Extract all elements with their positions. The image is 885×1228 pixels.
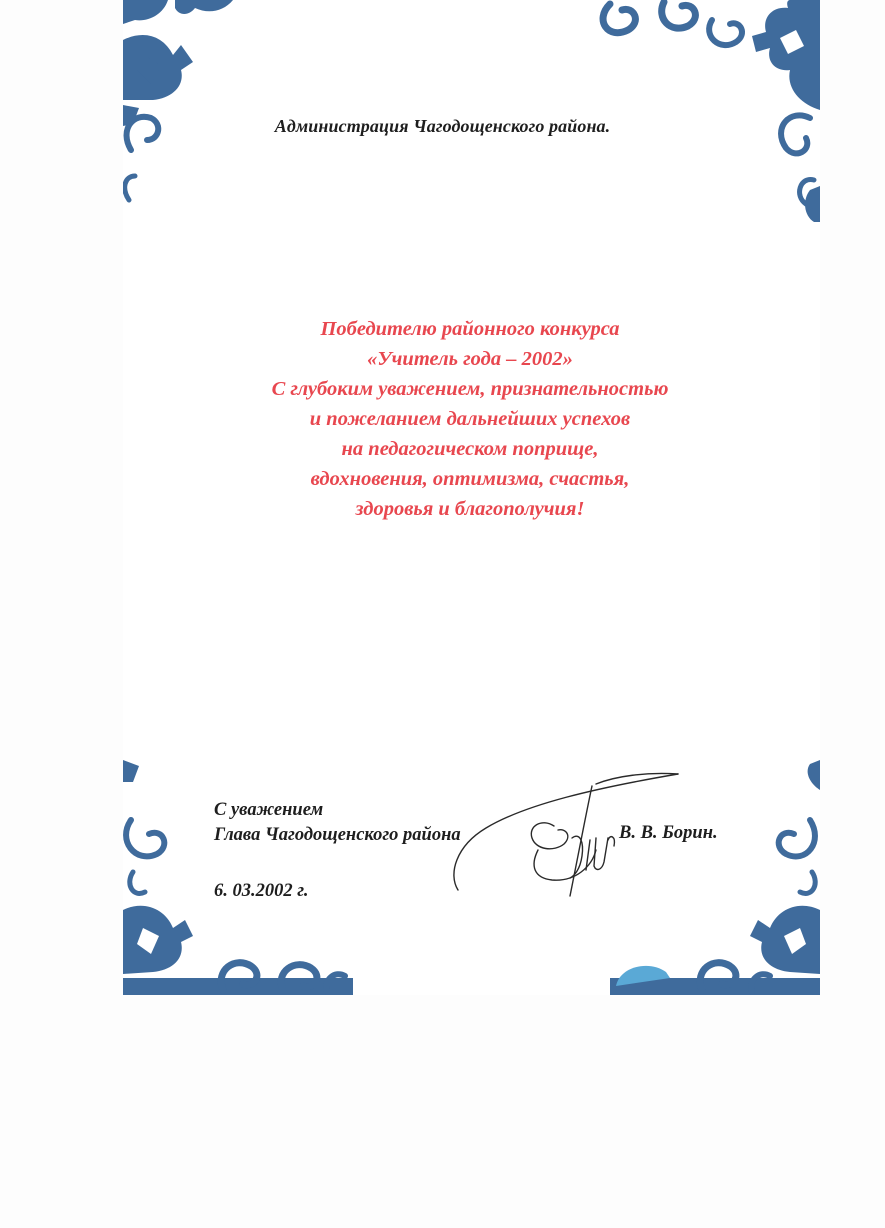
signature-block xyxy=(214,798,461,848)
greeting-line: С глубоким уважением, признательностью xyxy=(271,378,669,400)
signer-title: Глава Чагодощенского района xyxy=(214,825,461,845)
greeting-line: «Учитель года – 2002» xyxy=(367,348,573,370)
closing-text: С уважением xyxy=(214,800,324,820)
corner-ornament-bottom-left-icon xyxy=(123,760,353,995)
issuer-title: Администрация Чагодощенского района. xyxy=(274,116,611,136)
greeting-line: вдохновения, оптимизма, счастья, xyxy=(310,468,630,490)
greeting-line: и пожеланием дальнейших успехов xyxy=(309,408,631,430)
greeting-text xyxy=(150,314,790,524)
greeting-line: Победителю районного конкурса xyxy=(320,318,620,340)
greeting-line: здоровья и благополучия! xyxy=(355,498,585,520)
greeting-line: на педагогическом поприще, xyxy=(341,438,599,460)
document-date: 6. 03.2002 г. xyxy=(214,881,309,901)
signer-name: В. В. Борин. xyxy=(619,823,718,843)
